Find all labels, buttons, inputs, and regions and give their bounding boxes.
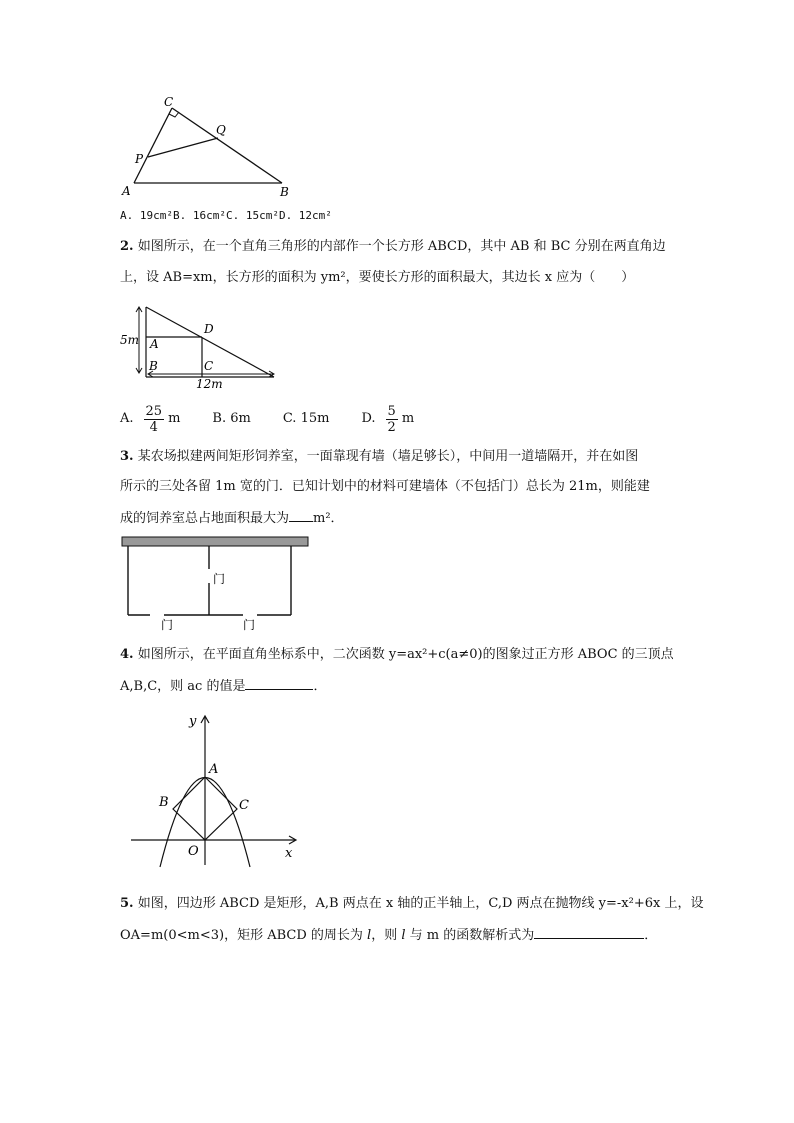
q3-text-1: 某农场拟建两间矩形饲养室，一面靠现有墙（墙足够长），中间用一道墙隔开，并在如图 (137, 449, 639, 464)
var-l: l (401, 928, 406, 943)
label-c: C (204, 359, 214, 373)
q2-options (120, 401, 414, 437)
right-angle-mark (169, 112, 179, 117)
q2-option-a-label: A. (120, 411, 134, 426)
q2-rectangle-figure (118, 302, 283, 392)
q5-text-2-end: ． (644, 928, 658, 943)
label-c: C (164, 95, 174, 109)
door-label-middle: 门 (213, 572, 226, 586)
q3-number: 3. (120, 449, 134, 464)
q3-enclosure-figure (118, 534, 313, 634)
q3-line1 (120, 448, 638, 466)
q2-option-d-unit: m (401, 411, 415, 426)
q3-text-3: 成的饲养室总占地面积最大为 (120, 511, 290, 526)
numerator: 5 (387, 403, 396, 419)
label-d: D (204, 322, 214, 336)
q5-number: 5. (120, 896, 134, 911)
q4-number: 4. (120, 647, 134, 662)
q2-number: 2. (120, 239, 134, 254)
numerator: 25 (145, 403, 163, 419)
q5-text-2c: 与 m 的函数解析式为 (405, 928, 535, 943)
label-b: B (159, 795, 169, 810)
label-y: y (189, 714, 197, 729)
q5-text-1: 如图，四边形 ABCD 是矩形，A,B 两点在 x 轴的正半轴上，C,D 两点在抛物线 y=-x²+6x 上，设 (137, 896, 704, 911)
q5-text-2b: ，则 (371, 928, 402, 943)
q2-option-a-unit: m (168, 411, 181, 426)
q2-line1 (120, 238, 666, 256)
q5-line2 (120, 925, 657, 945)
var-l: l (367, 928, 372, 943)
q1-options: A. 19cm²B. 16cm²C. 15cm²D. 12cm² (120, 209, 332, 222)
answer-blank (245, 676, 313, 690)
existing-wall (122, 537, 308, 546)
q4-text-1: 如图所示，在平面直角坐标系中，二次函数 y=ax²+c(a≠0)的图象过正方形 ABOC 的三顶点 (137, 647, 674, 662)
door-label-left: 门 (161, 618, 174, 632)
q3-line2: 所示的三处各留 1m 宽的门．已知计划中的材料可建墙体（不包括门）总长为 21m，则能建 (120, 479, 650, 494)
door-label-right: 门 (243, 618, 256, 632)
label-a: A (150, 337, 159, 351)
q3-line3 (120, 508, 344, 528)
label-b: B (280, 185, 289, 199)
label-height: 5m (120, 333, 140, 347)
label-width: 12m (196, 377, 223, 391)
label-a: A (209, 762, 219, 777)
label-c: C (239, 798, 249, 813)
label-x: x (285, 846, 293, 861)
q1-triangle-figure (115, 95, 300, 200)
q4-parabola-figure (125, 705, 310, 870)
q3-text-3-end: m²． (313, 511, 344, 526)
q2-option-b: B. 6m (212, 411, 251, 426)
label-b: B (149, 359, 158, 373)
q2-option-c: C. 15m (282, 411, 330, 426)
side-ca (134, 108, 172, 183)
q4-line1 (120, 646, 674, 664)
label-o: O (188, 844, 199, 859)
label-q: Q (216, 123, 226, 137)
q4-text-2: A,B,C，则 ac 的值是 (120, 679, 246, 694)
label-a: A (122, 184, 131, 198)
label-p: P (135, 152, 144, 166)
q2-option-d-fraction (386, 404, 398, 435)
denominator: 2 (387, 419, 396, 435)
q5-line1 (120, 895, 703, 913)
denominator: 4 (149, 419, 158, 435)
segment-pq (148, 138, 218, 157)
q2-option-a-fraction (144, 404, 165, 435)
q5-text-2a: OA=m(0<m<3)，矩形 ABCD 的周长为 (120, 928, 368, 943)
q4-line2 (120, 676, 326, 696)
q4-text-2-end: ． (313, 679, 327, 694)
q2-option-d-label: D. (361, 411, 376, 426)
answer-blank (289, 508, 313, 522)
answer-blank (534, 925, 644, 939)
q2-text-1: 如图所示，在一个直角三角形的内部作一个长方形 ABCD，其中 AB 和 BC 分别在两直角边 (137, 239, 666, 254)
q2-line2: 上，设 AB=xm，长方形的面积为 ym²，要使长方形的面积最大，其边长 x 应为（ ） (120, 270, 635, 285)
